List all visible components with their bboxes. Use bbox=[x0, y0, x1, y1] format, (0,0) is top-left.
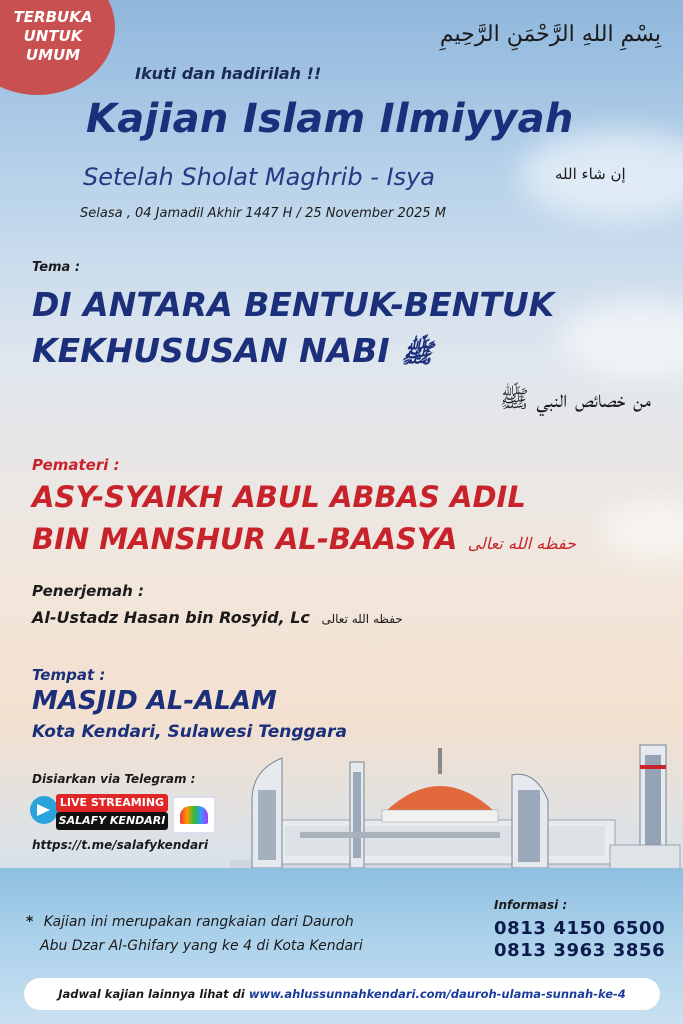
theme-line-text: KEKHUSUSAN NABI bbox=[32, 331, 390, 370]
note-line-2: Abu Dzar Al-Ghifary yang ke 4 di Kota Kendari bbox=[40, 938, 363, 954]
mosque-pattern bbox=[300, 832, 500, 838]
info-label: Informasi : bbox=[494, 898, 568, 912]
broadcast-label: Disiarkan via Telegram : bbox=[32, 772, 196, 786]
right-tower-stripe bbox=[640, 765, 666, 769]
series-note bbox=[26, 910, 363, 958]
invite-text: Ikuti dan hadirilah !! bbox=[135, 64, 322, 83]
mosque-facade bbox=[285, 826, 605, 856]
main-title: Kajian Islam Ilmiyyah bbox=[86, 96, 574, 142]
channel-label: SALAFY KENDARI bbox=[56, 812, 168, 830]
venue-label: Tempat : bbox=[32, 666, 106, 684]
phone-number-2[interactable]: 0813 3963 3856 bbox=[494, 940, 666, 961]
badge-line: TERBUKA bbox=[13, 8, 93, 26]
phone-number-1[interactable]: 0813 4150 6500 bbox=[494, 918, 666, 939]
event-date: Selasa , 04 Jamadil Akhir 1447 H / 25 November 2025 M bbox=[80, 206, 446, 221]
note-star: * bbox=[26, 914, 34, 930]
live-label: LIVE STREAMING bbox=[56, 794, 168, 812]
mosque-dome bbox=[385, 786, 495, 812]
note-line bbox=[26, 910, 363, 934]
note-line-1: Kajian ini merupakan rangkaian dari Dauroh bbox=[43, 914, 354, 930]
left-tower-window bbox=[258, 790, 276, 860]
right-building bbox=[610, 845, 680, 869]
badge-line: UNTUK bbox=[23, 27, 83, 45]
dome-spire bbox=[438, 748, 442, 774]
theme-line: DI ANTARA BENTUK-BENTUK bbox=[32, 285, 555, 324]
badge-line: UMUM bbox=[25, 46, 81, 64]
telegram-link[interactable]: https://t.me/salafykendari bbox=[32, 838, 209, 852]
speaker-label: Pemateri : bbox=[32, 456, 120, 474]
minaret-1-window bbox=[353, 772, 361, 858]
dome-drum bbox=[382, 810, 498, 822]
basmalah: بِسْمِ اللهِ الرَّحْمَنِ الرَّحِيمِ bbox=[439, 22, 661, 47]
theme-arabic: من خصائص النبي ﷺ bbox=[499, 385, 651, 413]
speaker-honorific: حفظه الله تعالى bbox=[467, 534, 576, 553]
schedule-subtitle: Setelah Sholat Maghrib - Isya bbox=[83, 163, 435, 191]
speaker-line: ASY-SYAIKH ABUL ABBAS ADIL bbox=[32, 480, 526, 514]
footer-bar bbox=[24, 978, 660, 1010]
speaker-line-text: BIN MANSHUR AL-BAASYA bbox=[32, 522, 458, 556]
center-tower-window bbox=[518, 790, 540, 862]
translator-honorific: حفظه الله تعالى bbox=[321, 612, 403, 626]
insyaallah: إن شاء الله bbox=[555, 165, 626, 183]
translator-name-text: Al-Ustadz Hasan bin Rosyid, Lc bbox=[32, 608, 310, 627]
venue-name: MASJID AL-ALAM bbox=[32, 686, 277, 716]
venue-city: Kota Kendari, Sulawesi Tenggara bbox=[32, 722, 347, 742]
translator-label: Penerjemah : bbox=[32, 582, 144, 600]
footer-url[interactable]: www.ahlussunnahkendari.com/dauroh-ulama-sunnah-ke-4 bbox=[248, 987, 626, 1001]
theme-label: Tema : bbox=[32, 260, 81, 275]
footer-text: Jadwal kajian lainnya lihat di bbox=[58, 987, 249, 1001]
salawat-symbol: ﷺ bbox=[401, 339, 433, 369]
